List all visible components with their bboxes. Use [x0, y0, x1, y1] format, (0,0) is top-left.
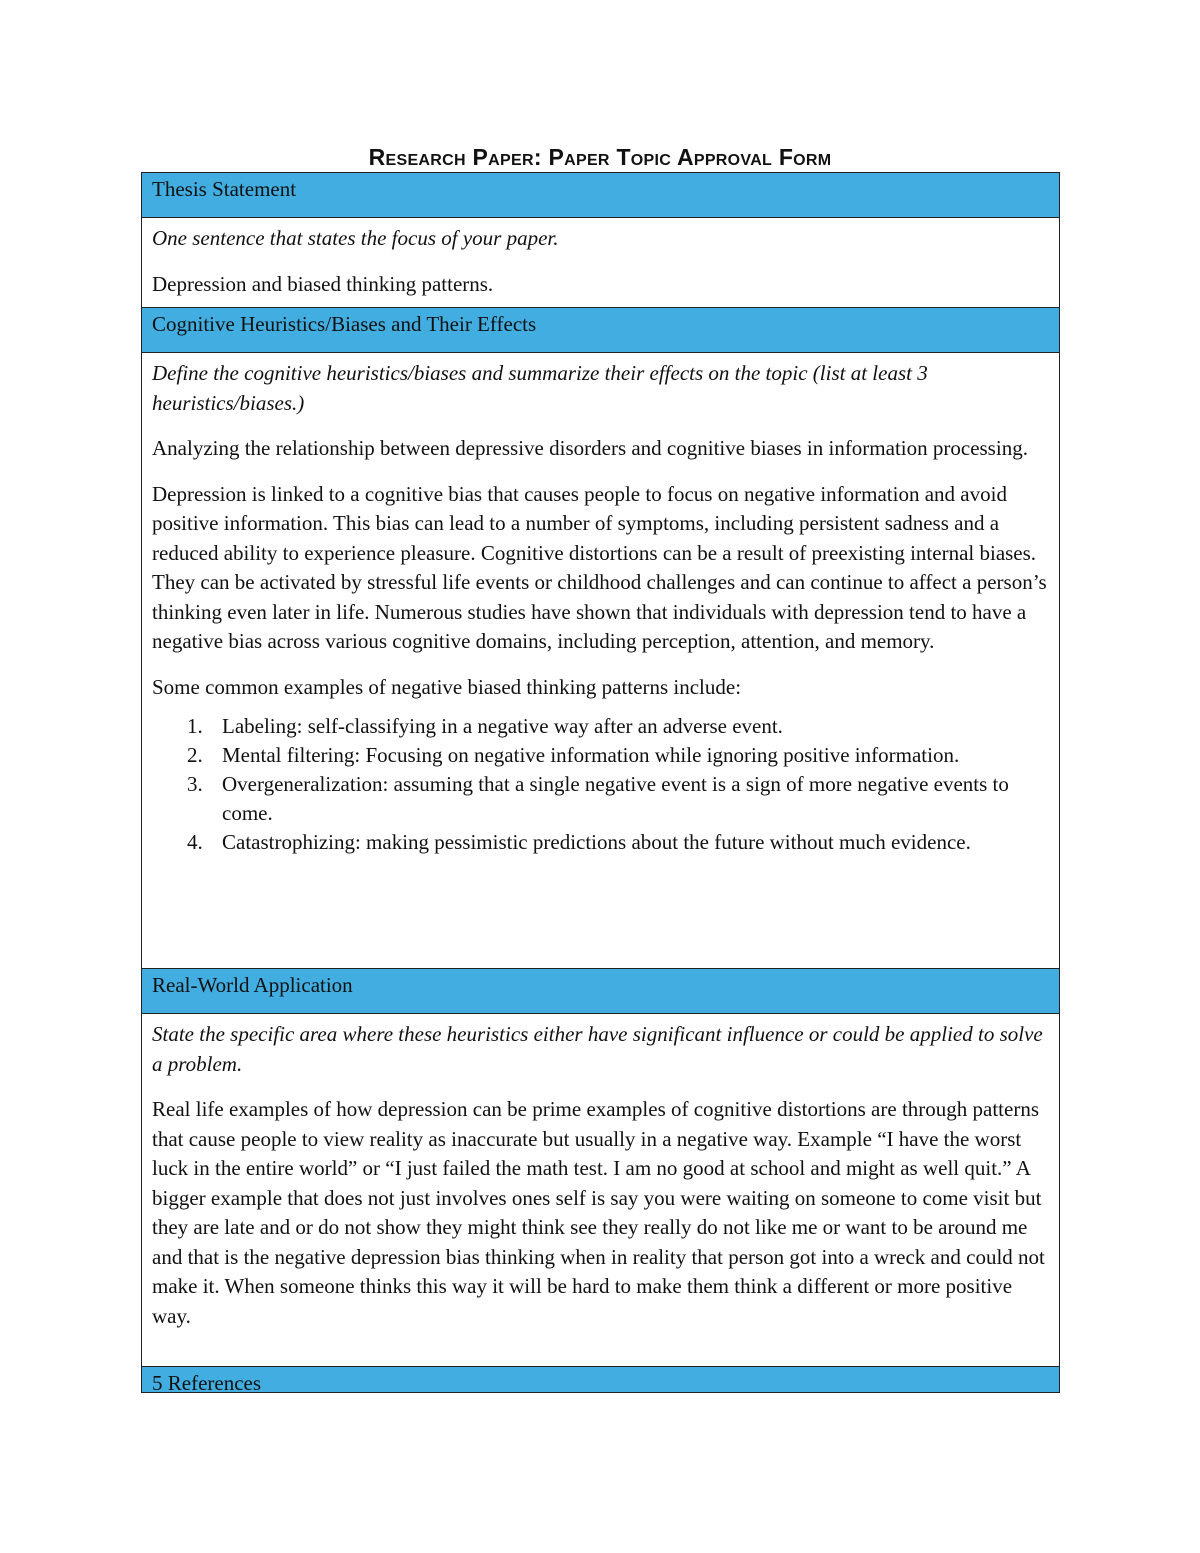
- list-item-text: Mental filtering: Focusing on negative information while ignoring positive information.: [222, 743, 960, 767]
- section-body-heuristics: [142, 353, 1059, 968]
- section-header-references: 5 References: [142, 1366, 1059, 1393]
- section-header-heuristics: Cognitive Heuristics/Biases and Their Effects: [142, 307, 1059, 353]
- list-item-number: 1.: [187, 714, 203, 738]
- approval-form-table: [141, 172, 1060, 1393]
- section-body-thesis: [142, 218, 1059, 307]
- section-body-application: [142, 1014, 1059, 1366]
- application-instruction: State the specific area where these heuristics either have significant influence or could be applied to solve a problem.: [152, 1022, 1043, 1076]
- list-item: [187, 770, 1049, 828]
- list-item: [187, 741, 1049, 770]
- thesis-instruction: One sentence that states the focus of your paper.: [152, 226, 559, 250]
- form-title: Research Paper: Paper Topic Approval Form: [368, 144, 832, 170]
- list-item: [187, 712, 1049, 741]
- list-item-text: Labeling: self-classifying in a negative way after an adverse event.: [222, 714, 783, 738]
- section-header-thesis: Thesis Statement: [142, 172, 1059, 218]
- heuristics-paragraph: Some common examples of negative biased thinking patterns include:: [152, 674, 742, 699]
- thesis-statement: Depression and biased thinking patterns.: [152, 271, 494, 296]
- heuristics-instruction: Define the cognitive heuristics/biases and summarize their effects on the topic (list at least 3 heuristics/biases.): [152, 361, 928, 415]
- list-item: [187, 828, 1049, 857]
- list-item-number: 3.: [187, 772, 203, 796]
- heuristics-paragraph: Depression is linked to a cognitive bias that causes people to focus on negative information and avoid positive information. This bias can lead to a number of symptoms, including persistent sadness and a reduced ability to experience pleasure. Cognitive distortions can be a result of preexisting internal biases. They can be activated by stressful life events or childhood challenges and can continue to affect a person’s thinking even later in life. Numerous studies have shown that individuals with depression tend to have a negative bias across various cognitive domains, including perception, attention, and memory.: [152, 481, 1047, 653]
- heuristics-paragraph: Analyzing the relationship between depressive disorders and cognitive biases in information processing.: [152, 436, 1028, 460]
- list-item-text: Overgeneralization: assuming that a single negative event is a sign of more negative events to come.: [222, 772, 1009, 825]
- section-header-application: Real-World Application: [142, 968, 1059, 1014]
- list-item-number: 4.: [187, 830, 203, 854]
- application-paragraph: Real life examples of how depression can be prime examples of cognitive distortions are through patterns that cause people to view reality as inaccurate but usually in a negative way. Example “I have the worst luck in the entire world” or “I just failed the math test. I am no good at school and might as well quit.” A bigger example that does not just involves ones self is say you were waiting on someone to come visit but they are late and or do not show they might think see they really do not like me or want to be around me and that is the negative depression bias thinking when in reality that person got into a wreck and could not make it. When someone thinks this way it will be hard to make them think a different or more positive way.: [152, 1097, 1045, 1328]
- list-item-text: Catastrophizing: making pessimistic predictions about the future without much evidence.: [222, 830, 971, 854]
- list-item-number: 2.: [187, 743, 203, 767]
- bias-examples-list: [152, 712, 1049, 857]
